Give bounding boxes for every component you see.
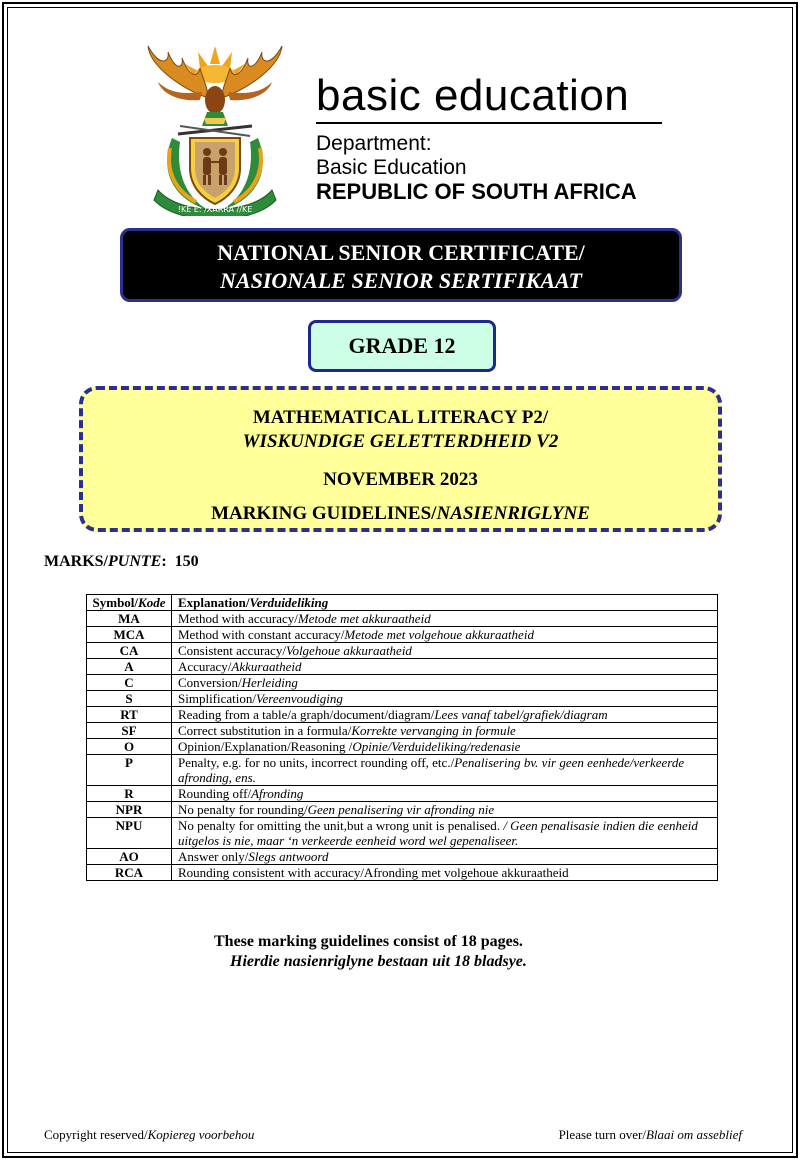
- explanation-cell: Method with constant accuracy/Metode met volgehoue akkuraatheid: [172, 627, 718, 643]
- symbol-cell: SF: [87, 723, 172, 739]
- symbol-cell: R: [87, 786, 172, 802]
- explanation-cell: Method with accuracy/Metode met akkuraatheid: [172, 611, 718, 627]
- explanation-cell: Correct substitution in a formula/Korrekte vervanging in formule: [172, 723, 718, 739]
- explanation-cell: Accuracy/Akkuraatheid: [172, 659, 718, 675]
- marks-value: 150: [174, 553, 199, 570]
- table-row: [87, 755, 718, 786]
- footer-copyright: Copyright reserved/Kopiereg voorbehou: [44, 1127, 255, 1142]
- coat-of-arms-icon: [140, 38, 290, 216]
- table-row: [87, 865, 718, 881]
- brand-department: Department:: [316, 132, 432, 155]
- exam-date: NOVEMBER 2023: [323, 469, 478, 490]
- subject-panel: [79, 386, 722, 532]
- guidelines-afrikaans: NASIENRIGLYNE: [436, 503, 590, 524]
- marks-label-english: MARKS/: [44, 553, 108, 570]
- explanation-cell: Penalty, e.g. for no units, incorrect rounding off, etc./Penalisering bv. vir geen eenhede/verkeerde afronding, ens.: [172, 755, 718, 786]
- table-row: [87, 707, 718, 723]
- symbol-cell: NPR: [87, 802, 172, 818]
- symbol-cell: C: [87, 675, 172, 691]
- explanation-cell: Answer only/Slegs antwoord: [172, 849, 718, 865]
- table-row: [87, 849, 718, 865]
- table-header-row: [87, 595, 718, 611]
- table-row: [87, 739, 718, 755]
- explanation-cell: Opinion/Explanation/Reasoning /Opinie/Verduideliking/redenasie: [172, 739, 718, 755]
- table-row: [87, 723, 718, 739]
- total-marks: [44, 553, 199, 571]
- guidelines-english: MARKING GUIDELINES/: [211, 503, 437, 524]
- symbol-cell: NPU: [87, 818, 172, 849]
- explanation-cell: Rounding consistent with accuracy/Afronding met volgehoue akkuraatheid: [172, 865, 718, 881]
- table-row: [87, 675, 718, 691]
- symbol-cell: CA: [87, 643, 172, 659]
- table-row: [87, 802, 718, 818]
- symbol-column-header: Symbol/Kode: [87, 595, 172, 611]
- symbol-cell: S: [87, 691, 172, 707]
- table-row: [87, 786, 718, 802]
- certificate-afrikaans: NASIONALE SENIOR SERTIFIKAAT: [220, 268, 582, 293]
- table-row: [87, 659, 718, 675]
- explanation-cell: No penalty for rounding/Geen penalisering vir afronding nie: [172, 802, 718, 818]
- explanation-cell: Consistent accuracy/Volgehoue akkuraatheid: [172, 643, 718, 659]
- symbol-cell: A: [87, 659, 172, 675]
- pages-note-english: These marking guidelines consist of 18 pages.: [214, 933, 523, 950]
- certificate-english: NATIONAL SENIOR CERTIFICATE/: [217, 240, 585, 265]
- pages-note-afrikaans: Hierdie nasienriglyne bestaan uit 18 bladsye.: [230, 953, 527, 970]
- brand-basic-education: Basic Education: [316, 156, 467, 179]
- table-body: [87, 611, 718, 881]
- table-row: [87, 611, 718, 627]
- marking-symbols-table: [86, 594, 718, 881]
- explanation-cell: Conversion/Herleiding: [172, 675, 718, 691]
- brand-republic: REPUBLIC OF SOUTH AFRICA: [316, 179, 637, 204]
- subject-afrikaans: WISKUNDIGE GELETTERDHEID V2: [242, 431, 559, 452]
- table-row: [87, 691, 718, 707]
- explanation-column-header: Explanation/Verduideliking: [172, 595, 718, 611]
- symbol-cell: AO: [87, 849, 172, 865]
- table-row: [87, 627, 718, 643]
- guidelines-title: [83, 502, 718, 526]
- subject-english: MATHEMATICAL LITERACY P2/: [252, 407, 549, 428]
- brand-title: basic education: [316, 71, 630, 120]
- explanation-cell: Simplification/Vereenvoudiging: [172, 691, 718, 707]
- table-row: [87, 643, 718, 659]
- department-brand: [316, 70, 666, 204]
- certificate-banner: [120, 228, 682, 302]
- crest-motto: !KE E: /XARRA //KE: [177, 205, 253, 214]
- brand-rule: [316, 122, 662, 124]
- symbol-cell: P: [87, 755, 172, 786]
- symbol-cell: RCA: [87, 865, 172, 881]
- symbol-cell: MCA: [87, 627, 172, 643]
- table-row: [87, 818, 718, 849]
- explanation-cell: No penalty for omitting the unit,but a wrong unit is penalised. / Geen penalisasie indien die eenheid uitgelos is nie, maar ‘n verkeerde eenheid word wel gepenaliseer.: [172, 818, 718, 849]
- symbol-cell: RT: [87, 707, 172, 723]
- explanation-cell: Rounding off/Afronding: [172, 786, 718, 802]
- explanation-cell: Reading from a table/a graph/document/diagram/Lees vanaf tabel/grafiek/diagram: [172, 707, 718, 723]
- marks-colon: :: [161, 553, 167, 570]
- footer-turn-over: Please turn over/Blaai om asseblief: [558, 1127, 742, 1142]
- symbol-cell: MA: [87, 611, 172, 627]
- grade-badge: GRADE 12: [308, 320, 496, 372]
- symbol-cell: O: [87, 739, 172, 755]
- marks-label-afrikaans: PUNTE: [108, 553, 162, 570]
